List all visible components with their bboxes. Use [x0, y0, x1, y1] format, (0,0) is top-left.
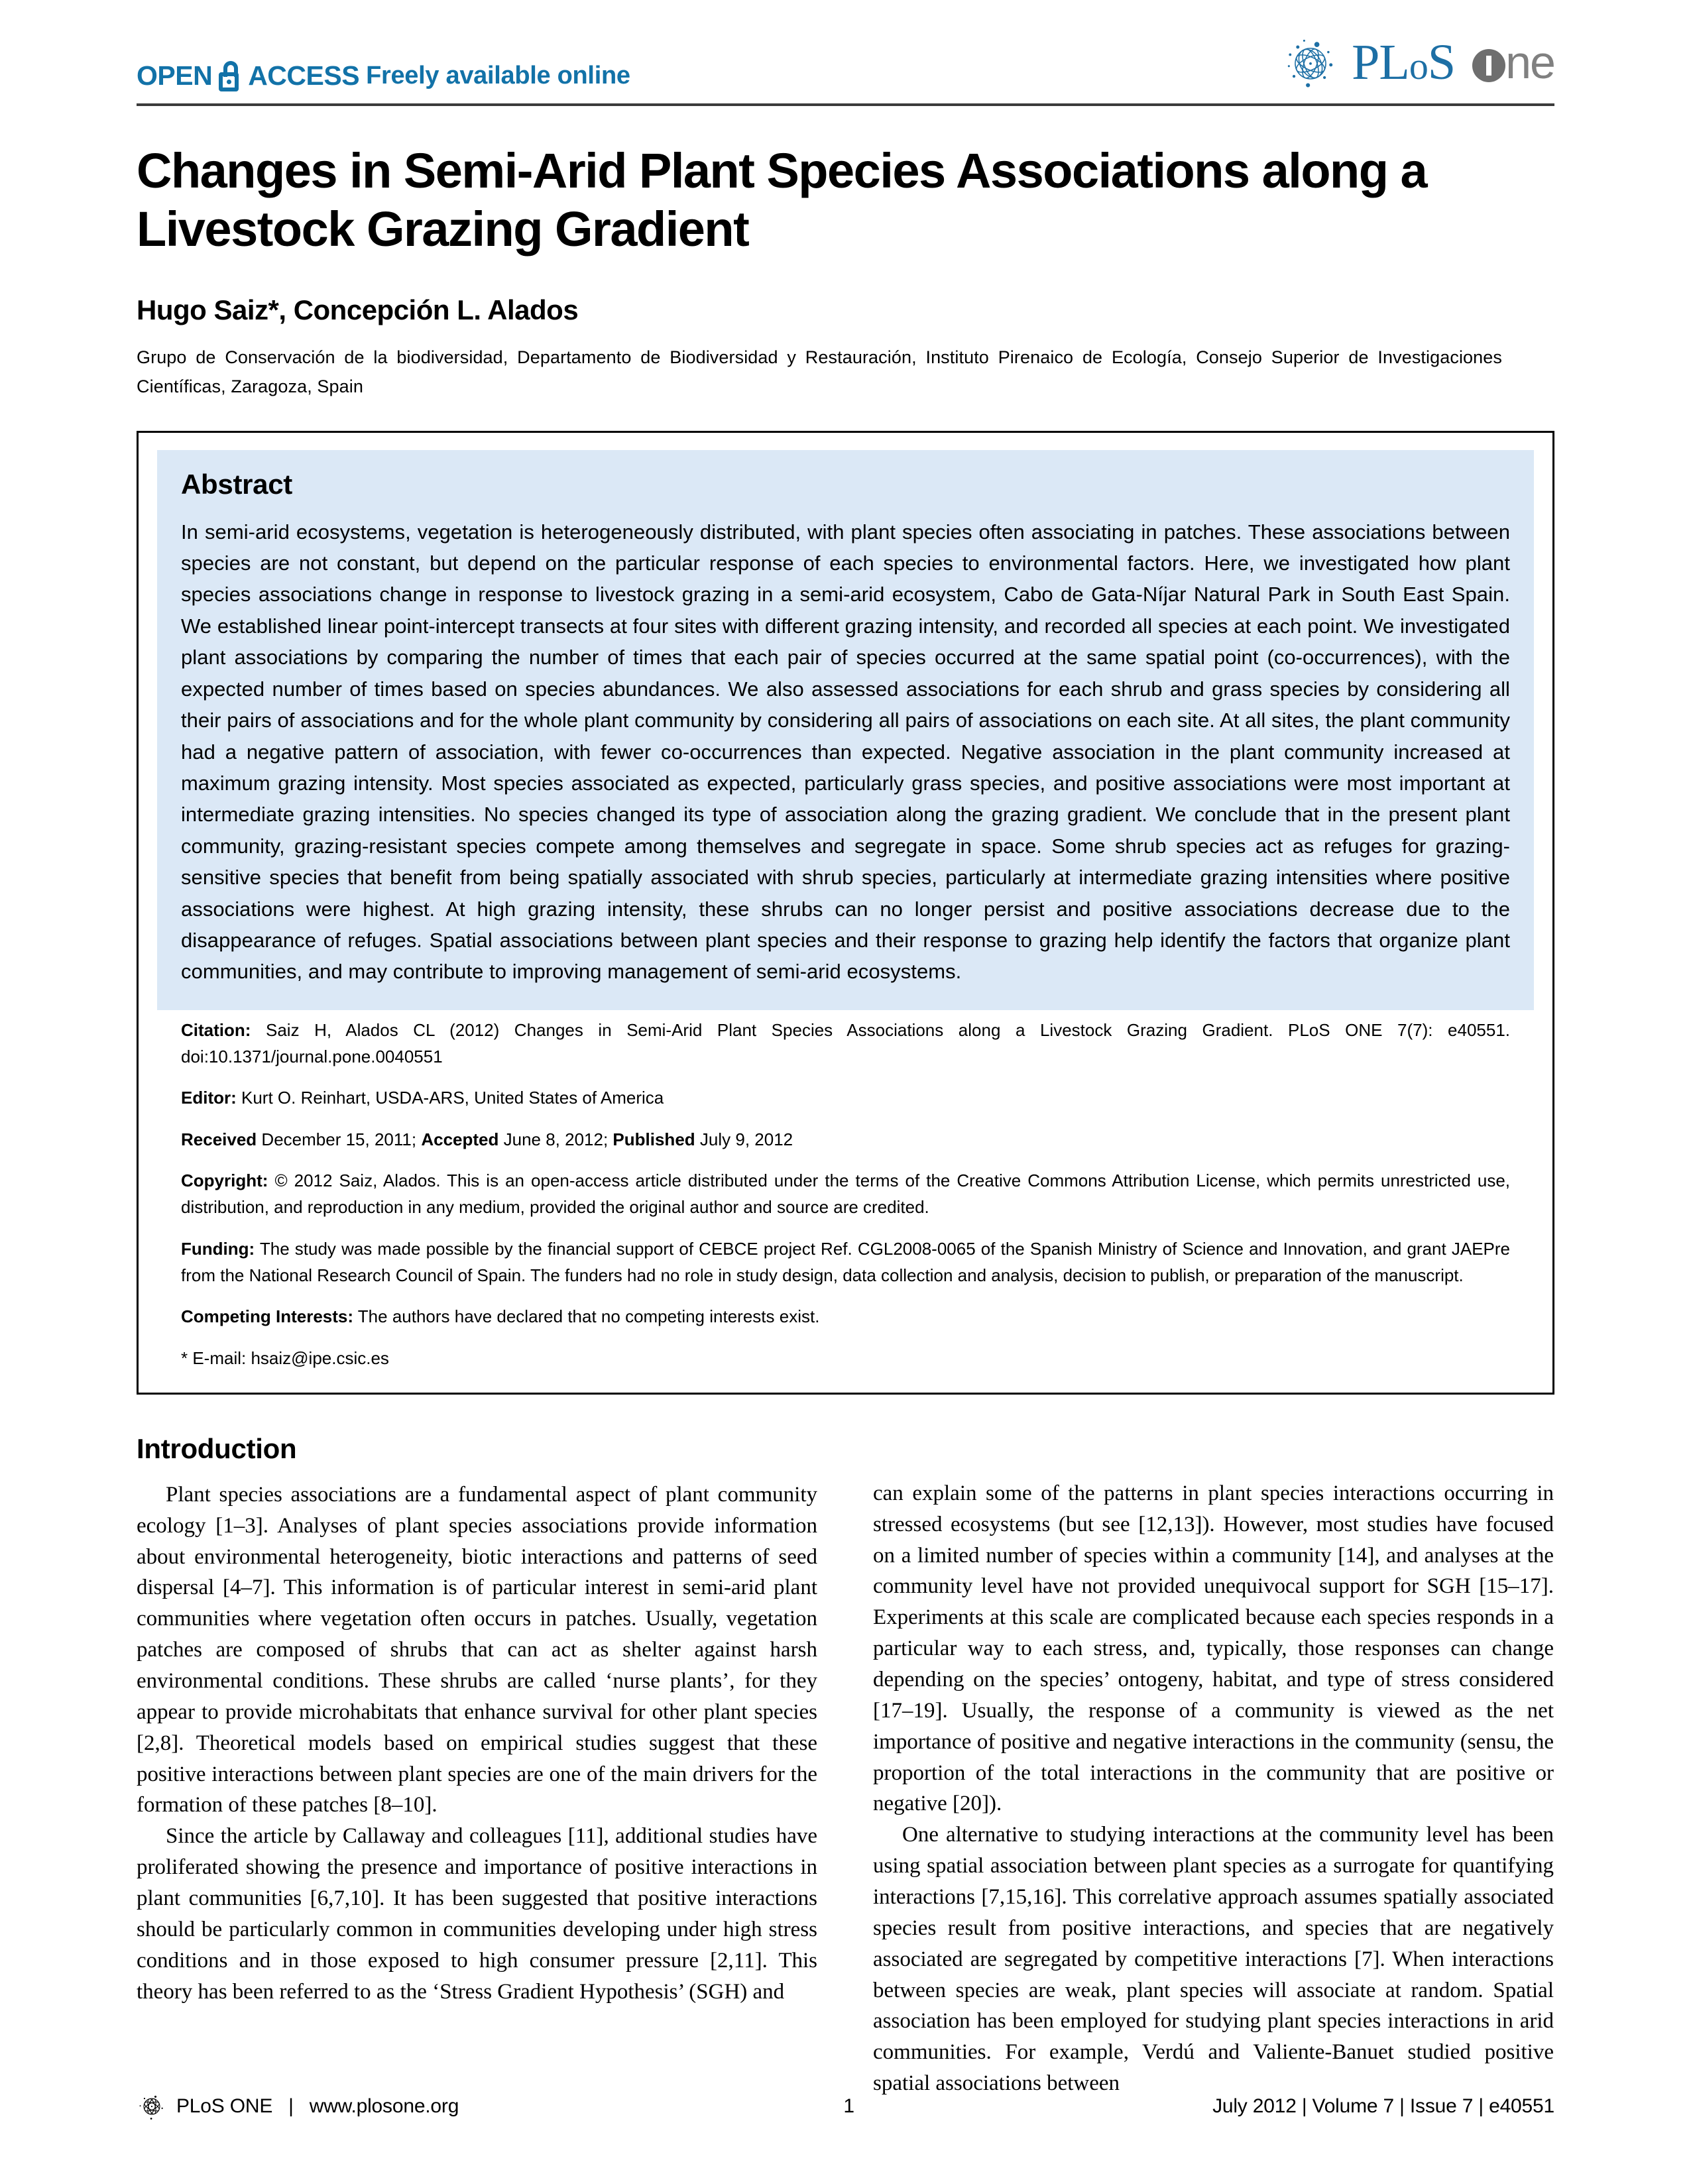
received-label: Received	[181, 1129, 257, 1149]
plos-wordmark: PLoS	[1352, 34, 1456, 90]
editor-text: Kurt O. Reinhart, USDA-ARS, United States of America	[241, 1088, 664, 1108]
intro-paragraph-3: can explain some of the patterns in plant species interactions occurring in stressed ecosystems (but see [12,13]). However, most studies have focused on a limited number of species within a community [14], and analyses at the community level have not provided unequivocal support for SGH [15–17]. Experiments at this scale are complicated because each species responds in a particular way to each stress, and, typically, those responses can change depending on the species’ ontogeny, habitat, and type of stress considered [17–19]. Usually, the response of a community is viewed as the net importance of positive and negative interactions in the community (sensu, the proportion of the total interactions in the community that are positive or negative [20]).	[873, 1481, 1554, 1816]
dates-line	[181, 1126, 1510, 1153]
funding-label: Funding:	[181, 1238, 255, 1259]
corresponding-email[interactable]: * E-mail: hsaiz@ipe.csic.es	[181, 1348, 389, 1368]
freely-available-label: Freely available online	[366, 62, 630, 89]
competing-interests-line	[181, 1303, 1510, 1330]
affiliation: Grupo de Conservación de la biodiversidad, Departamento de Biodiversidad y Restauración, Instituto Pirenaico de Ecología, Consejo Superior de Investigaciones Científicas, Zaragoza, Spain	[137, 347, 1502, 396]
intro-paragraph-2: Since the article by Callaway and colleagues [11], additional studies have proliferated showing the presence and importance of positive interactions in plant communities [6,7,10]. It has been suggested that positive interactions should be particularly common in communities developing under high stress conditions and in those exposed to high consumer pressure [2,11]. This theory has been referred to as the ‘Stress Gradient Hypothesis’ (SGH) and	[137, 1824, 817, 2004]
funding-text: The study was made possible by the financial support of CEBCE project Ref. CGL2008-0065 of the Spanish Ministry of Science and Innovation, and grant JAEPre from the National Research Council of Spain. The funders had no role in study design, data collection and analysis, decision to publish, or preparation of the manuscript.	[181, 1238, 1510, 1285]
article-metadata	[157, 1010, 1534, 1371]
left-column	[137, 1433, 817, 2099]
plos-one-logo	[1279, 30, 1554, 94]
editor-label: Editor:	[181, 1088, 237, 1108]
citation-text: Saiz H, Alados CL (2012) Changes in Semi-Arid Plant Species Associations along a Livestock Grazing Gradient. PLoS ONE 7(7): e40551. doi:10.1371/journal.pone.0040551	[181, 1019, 1511, 1067]
page-footer	[137, 2091, 1554, 2122]
page-title: Changes in Semi-Arid Plant Species Associations along a Livestock Grazing Gradient	[137, 143, 1427, 257]
abstract-heading: Abstract	[181, 468, 292, 500]
author-list: Hugo Saiz*, Concepción L. Alados	[137, 294, 579, 326]
one-wordmark: ne	[1472, 39, 1554, 86]
column-top-spacer	[873, 1433, 1554, 1478]
body-columns	[137, 1433, 1554, 2099]
editor-line	[181, 1084, 1510, 1111]
open-access-access-label: ACCESS	[248, 60, 360, 91]
plos-globe-icon	[1279, 30, 1342, 94]
footer-issue-info: July 2012 | Volume 7 | Issue 7 | e40551	[1212, 2095, 1554, 2117]
open-access-open-label: OPEN	[137, 60, 213, 91]
copyright-text: © 2012 Saiz, Alados. This is an open-access article distributed under the terms of the Creative Commons Attribution License, which permits unrestricted use, distribution, and reproduction in any medium, provided the original author and source are credited.	[181, 1171, 1510, 1218]
intro-paragraph-1: Plant species associations are a fundamental aspect of plant community ecology [1–3]. Analyses of plant species associations provide information about environmental heterogeneity, biotic interactions and patterns of seed dispersal [4–7]. This information is of particular interest in semi-arid plant communities where vegetation often occurs in patches. Usually, vegetation patches are composed of shrubs that can act as shelter against harsh environmental conditions. These shrubs are called ‘nurse plants’, for they appear to provide microhabitats that enhance survival for other plant species [2,8]. Theoretical models based on empirical studies suggest that these positive interactions between plant species are one of the main drivers for the formation of these patches [8–10].	[137, 1482, 817, 1817]
abstract-meta-box	[137, 431, 1554, 1395]
footer-page-number: 1	[843, 2095, 854, 2117]
accepted-label: Accepted	[421, 1129, 499, 1149]
open-access-banner	[137, 60, 630, 91]
open-lock-icon	[219, 61, 241, 91]
citation-line	[181, 1017, 1510, 1070]
footer-journal-name: PLoS ONE	[176, 2095, 273, 2117]
footer-brand	[137, 2091, 459, 2122]
abstract-section	[157, 450, 1534, 1010]
received-date: December 15, 2011;	[261, 1129, 417, 1149]
published-date: July 9, 2012	[699, 1129, 793, 1149]
one-o-glyph	[1472, 49, 1505, 82]
funding-line	[181, 1236, 1510, 1289]
abstract-text: In semi-arid ecosystems, vegetation is heterogeneously distributed, with plant species often associating in patches. These associations between species are not constant, but depend on the particular response of each species to environmental factors. Here, we investigated how plant species associations change in response to livestock grazing in a semi-arid ecosystem, Cabo de Gata-Níjar Natural Park in South East Spain. We established linear point-intercept transects at four sites with different grazing intensity, and recorded all species at each point. We investigated plant associations by comparing the number of times that each pair of species occurred at the same spatial point (co-occurrences), with the expected number of times based on species abundances. We also assessed associations for each shrub and grass species by considering all their pairs of associations and for the whole plant community by considering all pairs of associations on each site. At all sites, the plant community had a negative pattern of association, with fewer co-occurrences than expected. Negative association in the plant community increased at maximum grazing intensity. Most species associated as expected, particularly grass species, and positive associations were most important at intermediate grazing intensities. No species changed its type of association along the grazing gradient. We conclude that in the present plant community, grazing-resistant species compete among themselves and segregate in space. Some shrub species act as refuges for grazing-sensitive species that benefit from being spatially associated with shrub species, particularly at intermediate grazing intensities where positive associations were highest. At high grazing intensity, these shrubs can no longer persist and positive associations decrease due to the disappearance of refuges. Spatial associations between plant species and their response to grazing help identify the factors that organize plant communities, and may contribute to improving management of semi-arid ecosystems.	[181, 520, 1510, 984]
citation-label: Citation:	[181, 1019, 251, 1040]
copyright-line	[181, 1167, 1510, 1221]
intro-paragraph-4: One alternative to studying interactions at the community level has been using spatial association between plant species as a surrogate for quantifying interactions [7,15,16]. This correlative approach assumes spatially associated species result from positive interactions, and species that are negatively associated are segregated by competitive interactions [7]. When interactions between species are weak, plant species will associate at random. Spatial association has been employed for studying plant species interactions in arid communities. For example, Verdú and Valiente-Banuet studied positive spatial associations between	[873, 1823, 1554, 2096]
copyright-label: Copyright:	[181, 1171, 268, 1191]
accepted-date: June 8, 2012;	[503, 1129, 609, 1149]
competing-interests-text: The authors have declared that no competing interests exist.	[357, 1306, 820, 1327]
footer-divider-1: |	[288, 2095, 294, 2117]
plos-globe-icon-small	[137, 2091, 167, 2122]
published-label: Published	[612, 1129, 695, 1149]
page-header	[137, 0, 1554, 106]
right-column	[873, 1433, 1554, 2099]
competing-interests-label: Competing Interests:	[181, 1306, 354, 1327]
introduction-heading: Introduction	[137, 1432, 297, 1464]
footer-website[interactable]: www.plosone.org	[309, 2095, 459, 2117]
